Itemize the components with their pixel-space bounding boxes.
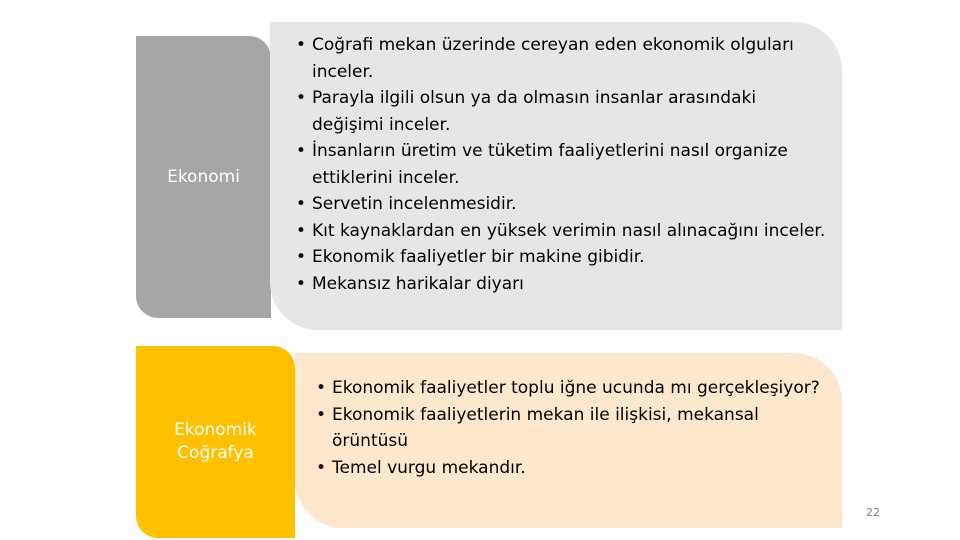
list-item: • İnsanların üretim ve tüketim faaliyetlerini nasıl organize ettiklerini inceler.	[296, 138, 832, 191]
ekonomik-cografya-label-line-2: Coğrafya	[177, 443, 254, 463]
ekonomi-label: Ekonomi	[167, 166, 240, 187]
ekonomi-label-box	[136, 36, 271, 318]
ekonomik-cografya-label-line-1: Ekonomik	[174, 420, 257, 440]
list-item: • Servetin incelenmesidir.	[296, 191, 832, 218]
list-item: • Ekonomik faaliyetler toplu iğne ucunda mı gerçekleşiyor?	[316, 375, 832, 402]
list-item: • Kıt kaynaklardan en yüksek verimin nasıl alınacağını inceler.	[296, 218, 832, 245]
list-item: • Ekonomik faaliyetler bir makine gibidir.	[296, 244, 832, 271]
ekonomik-cografya-label-box	[136, 346, 295, 538]
list-item: • Parayla ilgili olsun ya da olmasın insanlar arasındaki değişimi inceler.	[296, 85, 832, 138]
page-number: 22	[866, 506, 880, 519]
list-item: • Coğrafi mekan üzerinde cereyan eden ekonomik olguları inceler.	[296, 32, 832, 85]
ekonomik-cografya-description-box	[295, 353, 842, 528]
ekonomi-description-box	[270, 22, 842, 330]
ekonomi-bullet-list	[296, 32, 832, 297]
list-item: • Temel vurgu mekandır.	[316, 455, 832, 482]
list-item: • Ekonomik faaliyetlerin mekan ile ilişkisi, mekansal örüntüsü	[316, 402, 832, 455]
list-item: • Mekansız harikalar diyarı	[296, 271, 832, 298]
ekonomik-cografya-bullet-list	[316, 375, 832, 481]
